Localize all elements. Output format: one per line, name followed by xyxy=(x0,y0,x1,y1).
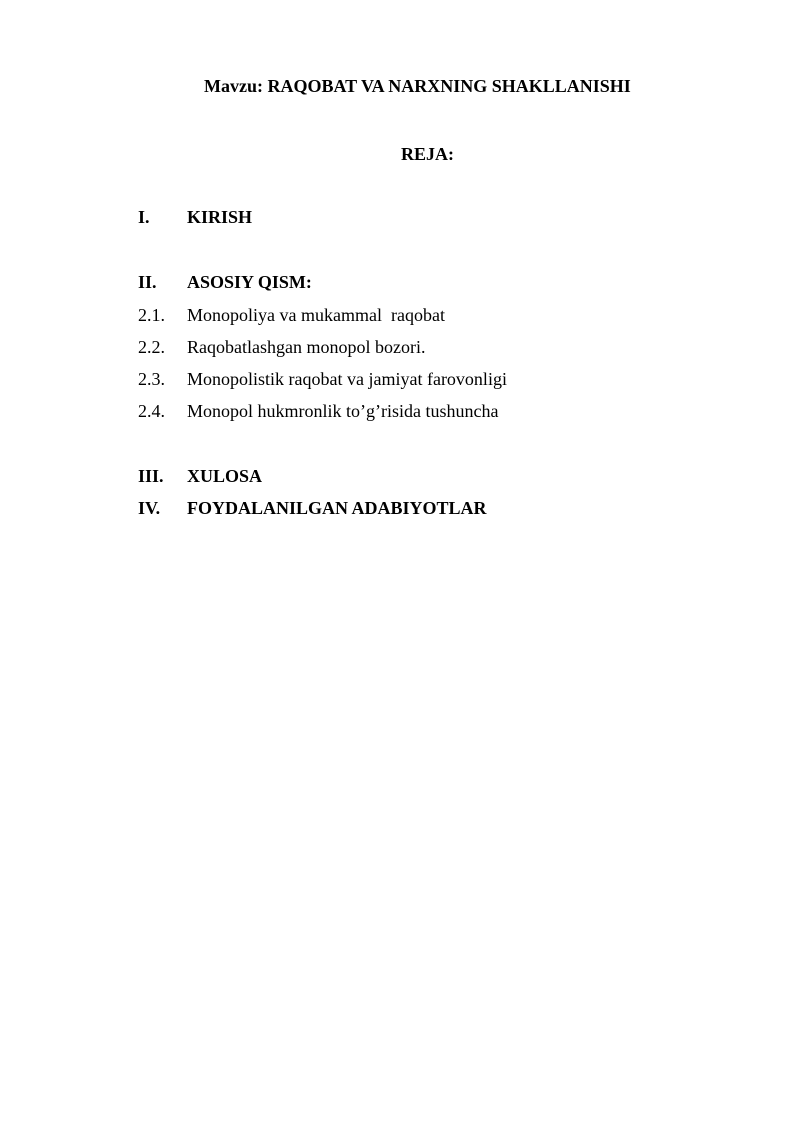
plan-item-introduction xyxy=(138,206,252,228)
plan-item-conclusion xyxy=(138,465,262,487)
plan-subitem-2-1 xyxy=(138,304,445,326)
plan-item-number: 2.2. xyxy=(138,337,165,357)
plan-subitem-2-4 xyxy=(138,400,498,422)
plan-heading: REJA: xyxy=(401,144,454,164)
plan-item-label: ASOSIY QISM: xyxy=(187,272,312,292)
plan-item-label: Monopolistik raqobat va jamiyat farovonligi xyxy=(187,369,507,389)
plan-subitem-2-3 xyxy=(138,368,507,390)
plan-item-number: IV. xyxy=(138,498,161,518)
plan-item-main-part xyxy=(138,271,312,293)
plan-item-number: I. xyxy=(138,207,150,227)
plan-item-label: Monopoliya va mukammal raqobat xyxy=(187,305,445,325)
plan-item-number: 2.1. xyxy=(138,305,165,325)
plan-item-label: FOYDALANILGAN ADABIYOTLAR xyxy=(187,498,487,518)
plan-subitem-2-2 xyxy=(138,336,425,358)
plan-item-label: Raqobatlashgan monopol bozori. xyxy=(187,337,426,357)
plan-item-label: KIRISH xyxy=(187,207,253,227)
plan-item-number: III. xyxy=(138,466,164,486)
plan-item-label: Monopol hukmronlik to’g’risida tushuncha xyxy=(187,401,499,421)
plan-item-number: 2.3. xyxy=(138,369,165,389)
plan-item-references xyxy=(138,497,487,519)
plan-item-number: 2.4. xyxy=(138,401,165,421)
document-title: Mavzu: RAQOBAT VA NARXNING SHAKLLANISHI xyxy=(204,76,631,96)
plan-item-number: II. xyxy=(138,272,157,292)
plan-item-label: XULOSA xyxy=(187,466,263,486)
